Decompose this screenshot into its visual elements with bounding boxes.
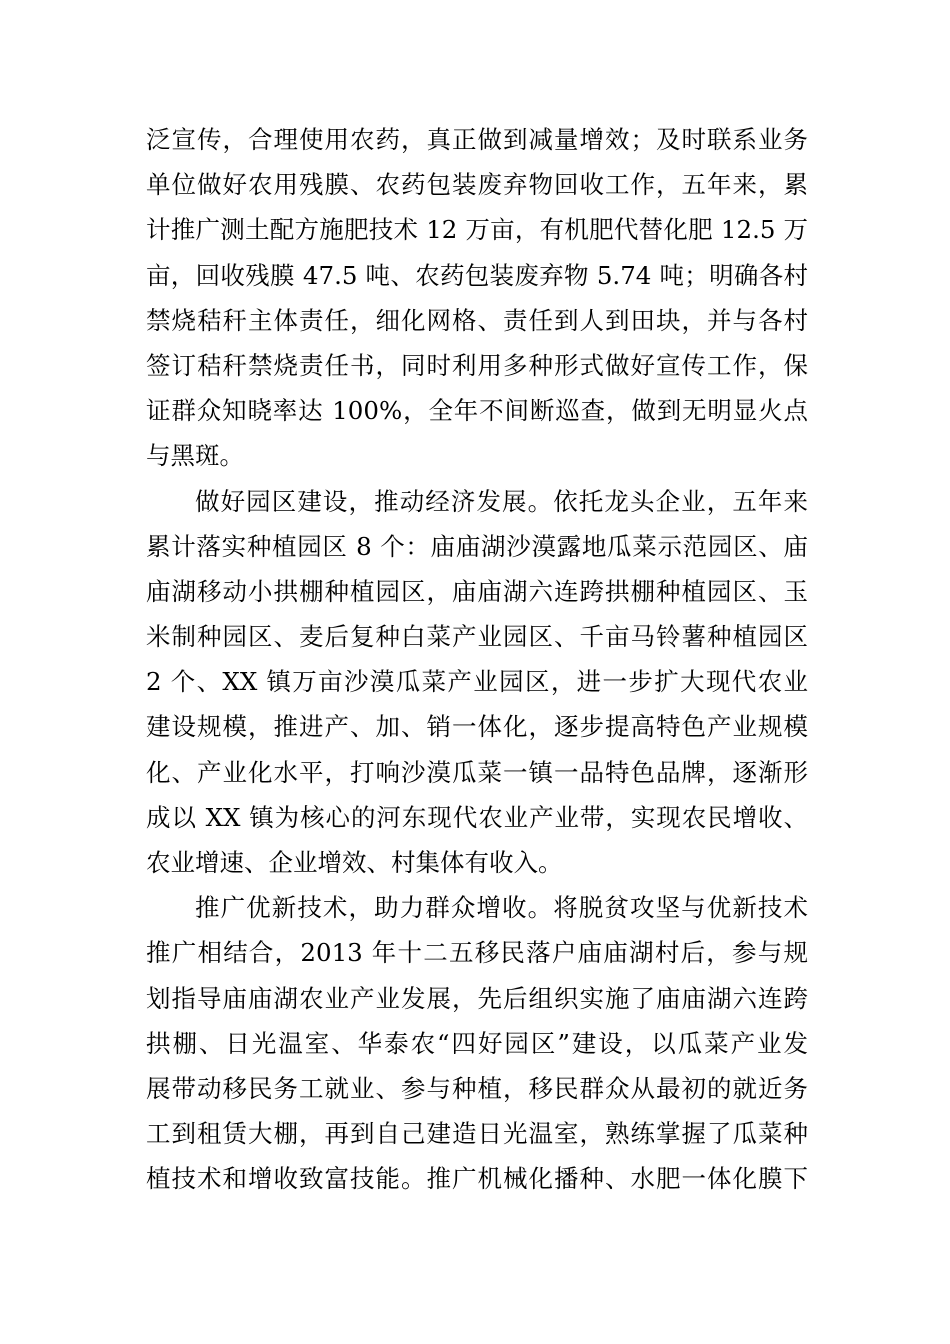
text-line: 植技术和增收致富技能。推广机械化播种、水肥一体化膜下 [146,1164,808,1194]
paragraph-1 [146,117,808,479]
text-line: 划指导庙庙湖农业产业发展，先后组织实施了庙庙湖六连跨 [146,983,808,1013]
text-line: 建设规模，推进产、加、销一体化，逐步提高特色产业规模 [146,712,808,742]
text-line: 展带动移民务工就业、参与种植，移民群众从最初的就近务 [146,1073,808,1103]
text-line: 化、产业化水平，打响沙漠瓜菜一镇一品特色品牌，逐渐形 [146,757,808,787]
text-line: 泛宣传，合理使用农药，真正做到减量增效；及时联系业务 [146,125,808,154]
text-line: 庙湖移动小拱棚种植园区，庙庙湖六连跨拱棚种植园区、玉 [146,576,808,606]
text-line: 单位做好农用残膜、农药包装废弃物回收工作，五年来，累 [146,170,808,200]
text-line: 证群众知晓率达 100%，全年不间断巡查，做到无明显火点 [146,396,808,426]
text-line: 禁烧秸秆主体责任，细化网格、责任到人到田块，并与各村 [146,305,808,335]
text-line: 农业增速、企业增效、村集体有收入。 [146,848,563,877]
document-body [146,117,808,1202]
text-line: 2 个、XX 镇万亩沙漠瓜菜产业园区，进一步扩大现代农业 [146,667,808,697]
text-line: 拱棚、日光温室、华泰农“四好园区”建设，以瓜菜产业发 [146,1028,808,1058]
text-line: 做好园区建设，推动经济发展。依托龙头企业，五年来 [195,486,808,516]
text-line: 推广相结合，2013 年十二五移民落户庙庙湖村后，参与规 [146,938,808,968]
text-line: 计推广测土配方施肥技术 12 万亩，有机肥代替化肥 12.5 万 [146,215,808,245]
text-line: 推广优新技术，助力群众增收。将脱贫攻坚与优新技术 [195,893,808,923]
paragraph-3 [146,885,808,1201]
text-line: 累计落实种植园区 8 个：庙庙湖沙漠露地瓜菜示范园区、庙 [146,531,808,561]
text-line: 与黑斑。 [146,441,244,471]
text-line: 米制种园区、麦后复种白菜产业园区、千亩马铃薯种植园区 [146,622,808,652]
paragraph-2 [146,479,808,886]
text-line: 签订秸秆禁烧责任书，同时利用多种形式做好宣传工作，保 [146,350,808,380]
text-line: 亩，回收残膜 47.5 吨、农药包装废弃物 5.74 吨；明确各村 [146,260,808,290]
text-line: 工到租赁大棚，再到自己建造日光温室，熟练掌握了瓜菜种 [146,1119,808,1149]
text-line: 成以 XX 镇为核心的河东现代农业产业带，实现农民增收、 [146,802,808,832]
